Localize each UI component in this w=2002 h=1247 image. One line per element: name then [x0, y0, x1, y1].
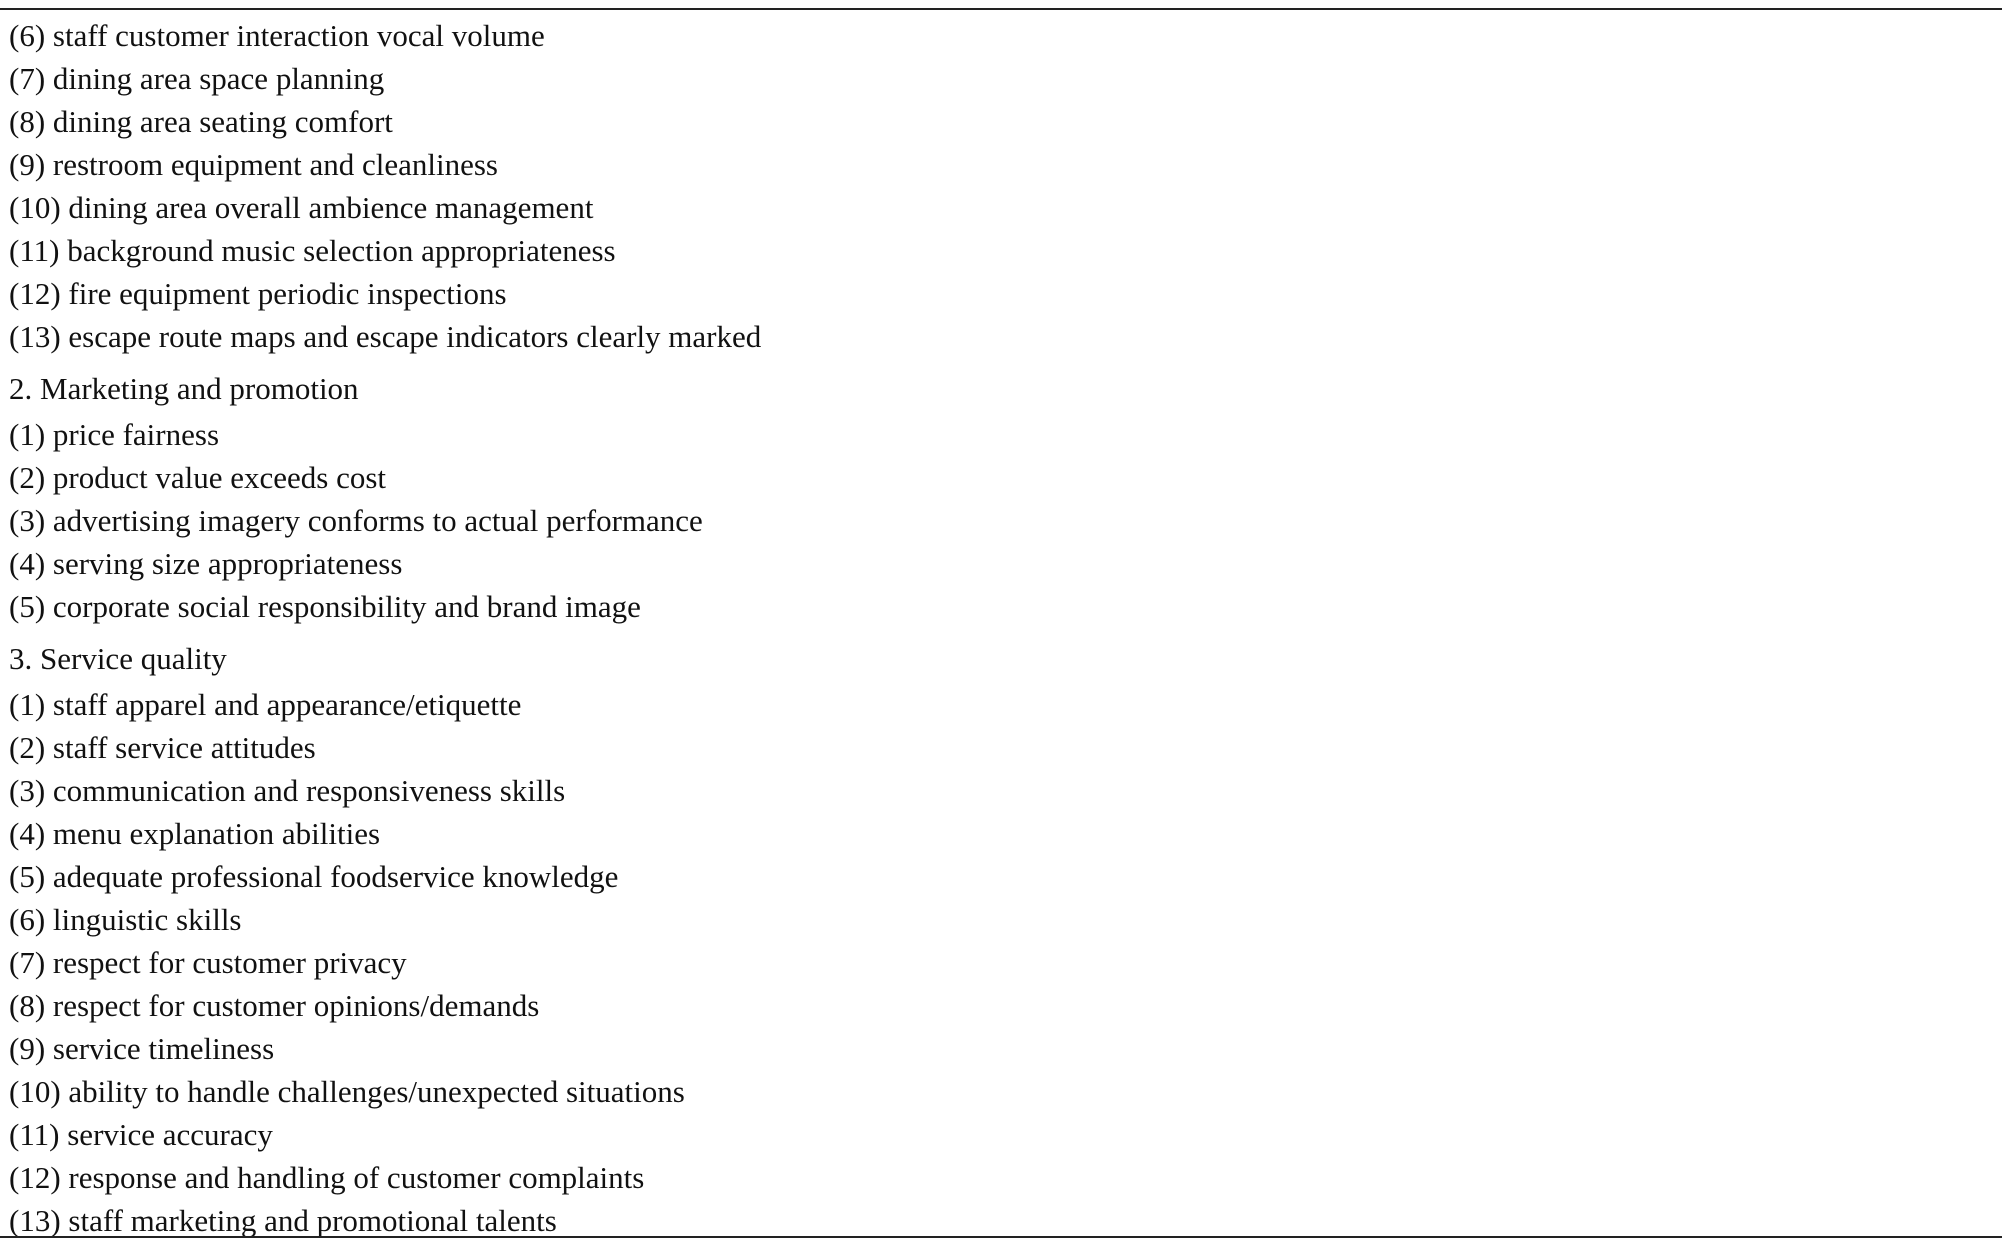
table-bottom-rule [0, 1236, 2002, 1238]
table-row: (9) restroom equipment and cleanliness [9, 147, 498, 182]
table-row: (3) advertising imagery conforms to actual performance [9, 503, 703, 538]
table-row: (7) dining area space planning [9, 61, 385, 96]
table-row: (1) price fairness [9, 417, 220, 452]
section-heading: 3. Service quality [9, 641, 227, 676]
table-row: (9) service timeliness [9, 1031, 275, 1066]
table-row: (11) service accuracy [9, 1117, 273, 1152]
table-row: (13) escape route maps and escape indicators clearly marked [9, 319, 762, 354]
table-row: (12) fire equipment periodic inspections [9, 276, 507, 311]
table-row: (8) respect for customer opinions/demands [9, 988, 540, 1023]
section-heading: 2. Marketing and promotion [9, 371, 359, 406]
table-row: (4) serving size appropriateness [9, 546, 403, 581]
table-row: (3) communication and responsiveness skills [9, 773, 566, 808]
table-row: (4) menu explanation abilities [9, 816, 381, 851]
table-row: (8) dining area seating comfort [9, 104, 393, 139]
table-row: (6) staff customer interaction vocal volume [9, 18, 545, 53]
table-row: (12) response and handling of customer complaints [9, 1160, 645, 1195]
table-rows [9, 14, 1989, 1242]
table-row: (11) background music selection appropriateness [9, 233, 616, 268]
table-row: (13) staff marketing and promotional talents [9, 1203, 557, 1238]
table-row: (6) linguistic skills [9, 902, 242, 937]
table-row: (5) corporate social responsibility and brand image [9, 589, 641, 624]
table-top-rule [0, 8, 2002, 10]
table-row: (10) dining area overall ambience management [9, 190, 594, 225]
table-row: (2) staff service attitudes [9, 730, 316, 765]
table-row: (2) product value exceeds cost [9, 460, 387, 495]
table-row: (1) staff apparel and appearance/etiquette [9, 687, 522, 722]
table-row: (10) ability to handle challenges/unexpected situations [9, 1074, 685, 1109]
table-row: (5) adequate professional foodservice knowledge [9, 859, 619, 894]
table-row: (7) respect for customer privacy [9, 945, 407, 980]
